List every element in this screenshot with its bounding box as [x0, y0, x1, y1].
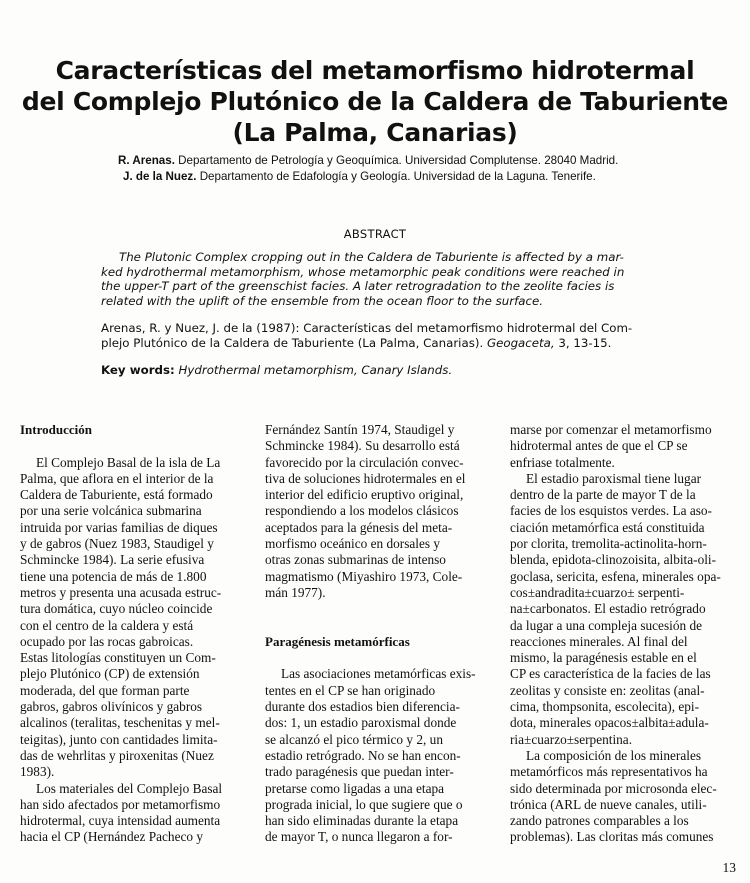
- page-number: 13: [722, 860, 736, 875]
- body-line: respondiendo a los modelos clásicos: [265, 503, 459, 519]
- body-line: aceptados para la génesis del meta-: [265, 519, 453, 535]
- body-line: hidrotermal, cuya intensidad aumenta: [20, 813, 221, 829]
- body-line: zando patrones comparables a los: [510, 813, 689, 829]
- body-line: marse por comenzar el metamorfismo: [510, 422, 712, 437]
- body-line: El Complejo Basal de la isla de La: [36, 454, 221, 470]
- body-line: Schmincke 1984). Su desarrollo está: [265, 438, 460, 454]
- body-line: magmatismo (Miyashiro 1973, Cole-: [265, 568, 463, 584]
- author-affiliation: Departamento de Petrología y Geoquímica. Universidad Complutense. 28040 Madrid.: [178, 154, 619, 167]
- body-line: El estadio paroxismal tiene lugar: [526, 470, 702, 486]
- body-line: zeolitas y consiste en: zeolitas (anal-: [510, 682, 705, 698]
- body-line: han sido afectados por metamorfismo: [20, 796, 221, 812]
- body-line: enfriase totalmente.: [510, 454, 615, 470]
- body-line: favorecido por la circulación convec-: [265, 454, 464, 470]
- body-line: intruida por varias familias de diques: [20, 519, 218, 535]
- body-line: moderada, del que forman parte: [20, 682, 190, 698]
- body-line: das de wehrlitas y piroxenitas (Nuez: [20, 747, 214, 763]
- body-line: Palma, que aflora en el interior de la: [20, 470, 214, 486]
- body-line: da lugar a una compleja sucesión de: [510, 617, 702, 633]
- body-line: por una serie volcánica submarina: [20, 503, 202, 519]
- body-line: ria±cuarzo±serpentina.: [510, 731, 633, 747]
- body-line: mán 1977).: [265, 584, 326, 600]
- body-line: dentro de la parte de mayor T de la: [510, 487, 696, 503]
- section-heading: Introducción: [20, 422, 92, 437]
- title-line-3: (La Palma, Canarias): [232, 118, 518, 147]
- body-line: Los materiales del Complejo Basal: [36, 780, 223, 796]
- body-line: La composición de los minerales: [526, 747, 702, 763]
- body-line: tura domática, cuyo núcleo coincide: [20, 601, 213, 617]
- body-line: sido determinada por microsonda elec-: [510, 780, 717, 796]
- body-line: facies de los esquistos verdes. La aso-: [510, 503, 712, 519]
- journal-name: Geogaceta,: [486, 335, 555, 350]
- body-line: y de gabros (Nuez 1983, Staudigel y: [20, 536, 214, 552]
- body-line: goclasa, sericita, esfena, minerales opa-: [510, 568, 721, 584]
- body-line: pretarse como ligadas a una etapa: [265, 780, 445, 796]
- body-line: tentes en el CP se han originado: [265, 682, 436, 698]
- abstract-line: The Plutonic Complex cropping out in the Caldera de Taburiente is affected by a mar-: [119, 250, 624, 264]
- author-name: J. de la Nuez.: [123, 170, 197, 183]
- citation-line: Arenas, R. y Nuez, J. de la (1987): Características del metamorfismo hidrotermal del Com-: [101, 321, 633, 335]
- body-line: cima, thompsonita, escolecita), epi-: [510, 699, 700, 715]
- abstract-line: related with the uplift of the ensemble from the ocean floor to the surface.: [101, 293, 544, 308]
- body-line: tiva de soluciones hidrotermales en el: [265, 470, 466, 486]
- abstract-heading: ABSTRACT: [343, 227, 407, 241]
- body-line: hidrotermal antes de que el CP se: [510, 438, 688, 454]
- body-line: ciación metamórfica está constituida: [510, 519, 705, 535]
- abstract-text: [101, 250, 656, 308]
- body-line: metros y presenta una acusada estruc-: [20, 584, 222, 600]
- body-line: teigitas), junto con cantidades limita-: [20, 731, 218, 747]
- body-line: morfismo oceánico en dorsales y: [265, 536, 441, 552]
- body-line: reacciones minerales. Al final del: [510, 633, 688, 649]
- body-line: alcalinos (teralitas, teschenitas y mel-: [20, 715, 220, 731]
- body-line: metamórficos más representativos ha: [510, 764, 708, 780]
- section-heading: Paragénesis metamórficas: [265, 633, 410, 649]
- body-line: dota, minerales opacos±albita±adula-: [510, 715, 709, 731]
- citation-line: [101, 336, 661, 351]
- body-line: se alcanzó el pico térmico y 2, un: [265, 731, 443, 747]
- body-line: Schmincke 1984). La serie efusiva: [20, 552, 205, 568]
- body-line: estadio retrógrado. No se han encon-: [265, 747, 461, 763]
- body-line: han sido eliminadas durante la etapa: [265, 813, 459, 829]
- body-line: na±carbonatos. El estadio retrógrado: [510, 601, 706, 617]
- body-line: problemas). Las cloritas más comunes: [510, 829, 714, 845]
- keywords-label: Key words:: [101, 363, 175, 377]
- title-line-2: del Complejo Plutónico de la Caldera de Taburiente: [21, 87, 729, 116]
- body-line: Fernández Santín 1974, Staudigel y: [265, 422, 455, 437]
- column-3: [510, 422, 736, 846]
- column-1: [20, 422, 244, 846]
- citation-text: plejo Plutónico de la Caldera de Taburiente (La Palma, Canarias).: [101, 335, 484, 350]
- citation: [101, 321, 661, 350]
- body-line: mismo, la paragénesis estable en el: [510, 650, 697, 666]
- body-line: cos±andradita±cuarzo± serpenti-: [510, 584, 685, 600]
- article-title: [0, 55, 750, 148]
- body-line: plejo Plutónico (CP) de extensión: [20, 666, 200, 682]
- body-line: Las asociaciones metamórficas exis-: [281, 666, 476, 682]
- body-line: de mayor T, o nunca llegaron a for-: [265, 829, 453, 845]
- abstract-line: the upper-T part of the greenschist facies. A later retrogradation to the zeolite facies is: [101, 279, 615, 293]
- body-line: Caldera de Taburiente, está formado: [20, 487, 213, 503]
- body-line: CP es característica de la facies de las: [510, 666, 711, 682]
- body-line: interior del edificio eruptivo original,: [265, 487, 464, 503]
- column-2: [265, 422, 490, 846]
- body-line: ocupado por las rocas gabroicas.: [20, 633, 194, 649]
- body-line: hacia el CP (Hernández Pacheco y: [20, 829, 203, 845]
- keywords-value: Hydrothermal metamorphism, Canary Islands.: [178, 363, 453, 377]
- body-line: dos: 1, un estadio paroxismal donde: [265, 715, 457, 731]
- author-affiliation: Departamento de Edafología y Geología. Universidad de la Laguna. Tenerife.: [199, 170, 596, 183]
- author-row: [118, 169, 618, 185]
- keywords: [101, 363, 452, 377]
- abstract-line: ked hydrothermal metamorphism, whose metamorphic peak conditions were reached in: [101, 264, 625, 279]
- body-line: trado paragénesis que puedan inter-: [265, 764, 454, 780]
- body-line: 1983).: [20, 764, 55, 780]
- body-line: otras zonas submarinas de intenso: [265, 552, 446, 568]
- body-line: gabros, gabros olivínicos y gabros: [20, 699, 203, 715]
- author-name: R. Arenas.: [118, 154, 175, 167]
- body-line: durante dos estadios bien diferencia-: [265, 699, 460, 715]
- body-line: tiene una potencia de más de 1.800: [20, 568, 207, 584]
- authors-block: [118, 153, 618, 185]
- title-line-1: Características del metamorfismo hidrotermal: [55, 56, 695, 85]
- body-line: Estas litologías constituyen un Com-: [20, 650, 216, 666]
- body-line: blenda, epidota-clinozoisita, albita-oli-: [510, 552, 717, 568]
- citation-volume: 3, 13-15.: [558, 335, 612, 350]
- author-row: [118, 153, 618, 169]
- body-line: trónica (ARL de nueve canales, utili-: [510, 796, 707, 812]
- body-line: con el centro de la caldera y está: [20, 617, 194, 633]
- body-line: prograda inicial, lo que sugiere que o: [265, 796, 463, 812]
- body-line: por clorita, tremolita-actinolita-horn-: [510, 536, 707, 552]
